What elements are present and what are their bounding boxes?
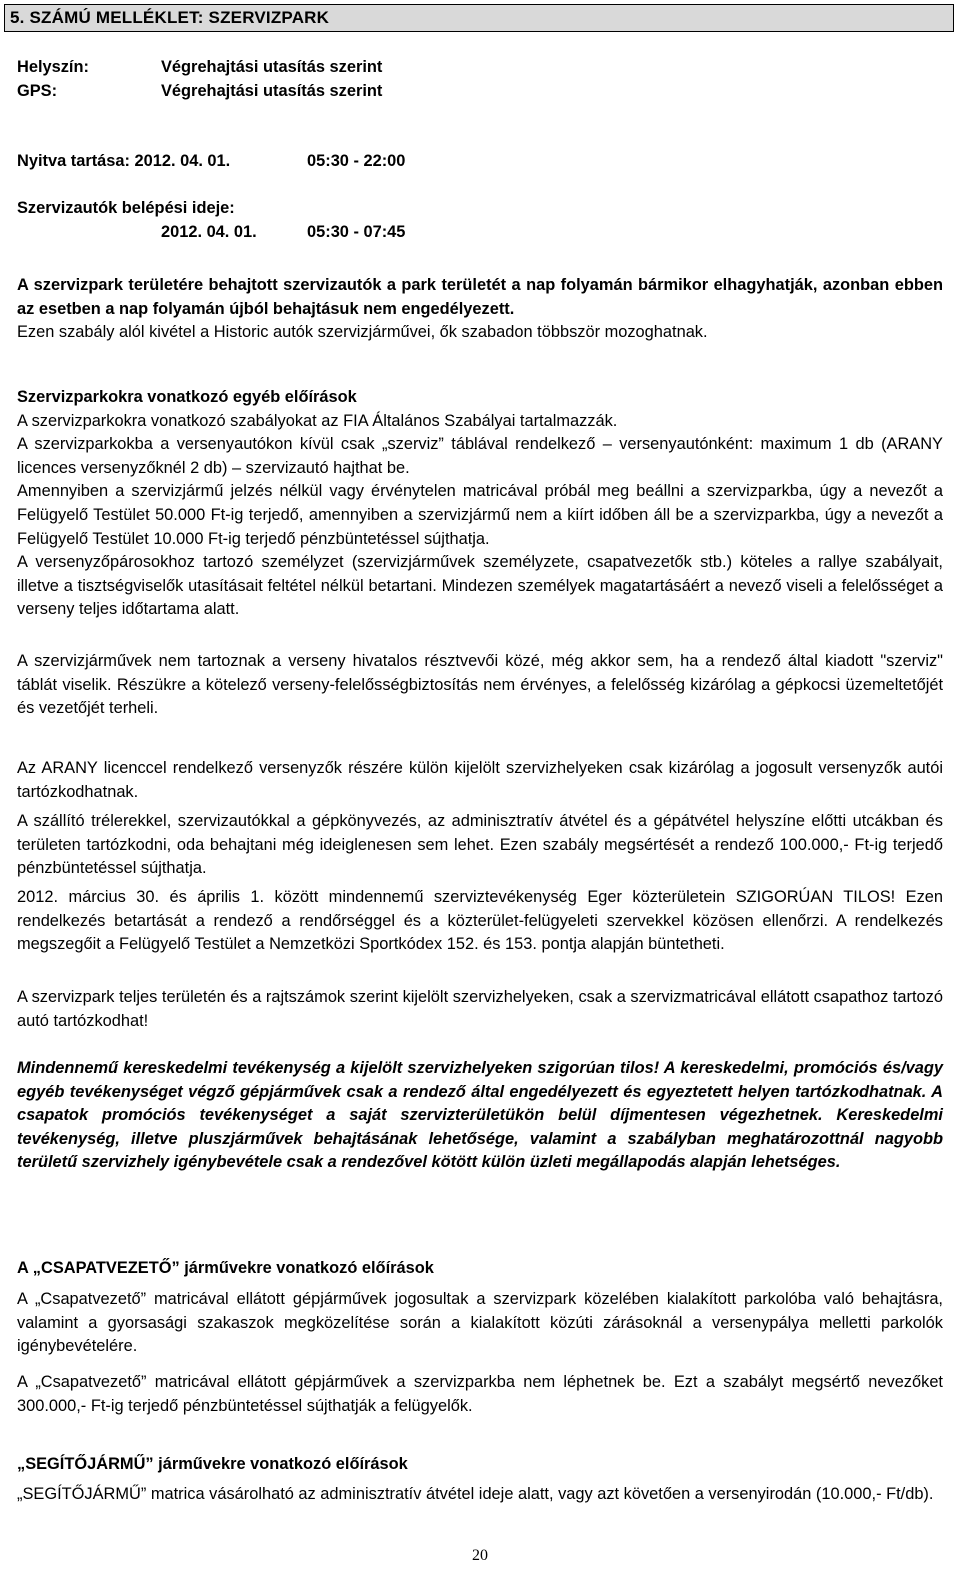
eger-block [17, 886, 943, 957]
open-time: 05:30 - 22:00 [307, 152, 406, 170]
open-label: Nyitva tartása: 2012. 04. 01. [17, 152, 231, 170]
entry-label: Szervizautók belépési ideje: [17, 199, 235, 217]
segitojarmu-p1: „SEGÍTŐJÁRMŰ” matrica vásárolható az adminisztratív átvétel ideje alatt, vagy azt követően a versenyirodán (10.000,- Ft/db). [17, 1485, 934, 1503]
helyszin-label: Helyszín: [17, 58, 89, 76]
commercial-block [17, 1057, 943, 1175]
section-title: 5. SZÁMÚ MELLÉKLET: SZERVIZPARK [10, 8, 330, 27]
other-p4: A versenyzőpárosokhoz tartozó személyzet (szervizjárművek személyzete, csapatvezetők stb.) köteles a rallye szabályait, illetve a tisztségviselők utasításait feltétel nélkül betartani. Mindezen személyek magatartásáért a nevező viseli a felelősséget a verseny teljes időtartama alatt. [17, 553, 943, 619]
other-rules-block [17, 386, 943, 622]
eger-p: 2012. március 30. és április 1. között mindennemű szerviztevékenység Eger közterületein SZIGORÚAN TILOS! Ezen rendelkezés betartását a rendező a rendőrséggel és a közterület-felügyeleti szervekkel közösen ellenőrzi. A rendelkezés megszegőit a Felügyelő Testület a Nemzetközi Sportkódex 152. és 153. pontja alapján büntetheti. [17, 888, 943, 954]
rules-block [17, 274, 943, 345]
gps-value: Végrehajtási utasítás szerint [161, 82, 383, 100]
bold-rule: A szervizpark területére behajtott szervizautók a park területét a nap folyamán bármikor elhagyhatják, azonban ebben az esetben a nap folyamán újból behajtásuk nem engedélyezett. [17, 276, 943, 318]
matrica-block [17, 986, 943, 1033]
csapatvezeto-p1-block [17, 1288, 943, 1359]
other-p5: A szervizjárművek nem tartoznak a verseny hivatalos résztvevői közé, még akkor sem, ha a rendező által kiadott "szerviz" táblát viselik. Részükre a kötelező verseny-felelősségbiztosítás nem érvényes, a felelősség kizárólag a gépkocsi üzemeltetőjét és vezetőjét terheli. [17, 652, 943, 718]
traler-p: A szállító trélerekkel, szervizautókkal a gépkönyvezés, az adminisztratív átvétel és a gépátvétel helyszíne előtti utcákban és területen tartózkodni, oda behajtani még ideiglenesen sem lehet. Ezen szabály megsértését a rendező 100.000,- Ft-ig terjedő pénzbüntetéssel sújthatja. [17, 812, 943, 878]
traler-block [17, 810, 943, 881]
entry-date: 2012. 04. 01. [161, 223, 257, 241]
page-number: 20 [472, 1547, 488, 1564]
other-p3: Amennyiben a szervizjármű jelzés nélkül vagy érvénytelen matricával próbál meg beállni a szervizparkba, úgy a nevezőt a Felügyelő Testület 50.000 Ft-ig terjedő, amennyiben a szervizjármű nem a kiírt időben áll be a szervizparkba, úgy a nevezőt a Felügyelő Testület 10.000 Ft-ig terjedő pénzbüntetéssel sújthatja. [17, 482, 943, 548]
csapatvezeto-p2-block [17, 1371, 943, 1418]
helyszin-value: Végrehajtási utasítás szerint [161, 58, 383, 76]
matrica-p: A szervizpark teljes területén és a rajtszámok szerint kijelölt szervizhelyeken, csak a szervizmatricával ellátott csapathoz tartozó autó tartózkodhat! [17, 988, 943, 1030]
other-p1: A szervizparkokra vonatkozó szabályokat az FIA Általános Szabályai tartalmazzák. [17, 411, 618, 430]
csapatvezeto-heading: A „CSAPATVEZETŐ” járművekre vonatkozó előírások [17, 1259, 434, 1277]
commercial-text: Mindennemű kereskedelmi tevékenység a kijelölt szervizhelyeken szigorúan tilos! A kereskedelmi, promóciós és/vagy egyéb tevékenységet végző gépjárművek csak a rendező által engedélyezett és egyeztetett helyen tartózkodhatnak. A csapatok promóciós tevékenységet a saját szervizterületükön belül díjmentesen végezhetnek. Kereskedelmi tevékenység, illetve pluszjárművek behajtásának lehetősége, valamint a szabályban meghatározottnál nagyobb területű szervizhely igénybevétele csak a rendezővel kötött külön üzleti megállapodás alapján lehetséges. [17, 1059, 943, 1172]
csapatvezeto-p2: A „Csapatvezető” matricával ellátott gépjárművek a szervizparkba nem léphetnek be. Ezt a szabályt megsértő nevezőket 300.000,- Ft-ig terjedő pénzbüntetéssel sújthatják a felügyelők. [17, 1373, 943, 1415]
segitojarmu-p1-block [17, 1483, 943, 1507]
csapatvezeto-block [17, 1257, 943, 1281]
arany-block [17, 757, 943, 804]
exception-text: Ezen szabály alól kivétel a Historic autók szervizjárművei, ők szabadon többször mozoghatnak. [17, 323, 708, 342]
csapatvezeto-p1: A „Csapatvezető” matricával ellátott gépjárművek jogosultak a szervizpark közelében kialakított parkolóba való behajtásra, valamint a gyorsasági szakaszok megközelítése során a kialakított közúti zárásoknál a versenypálya melletti parkolók igénybevételére. [17, 1290, 943, 1356]
entry-time: 05:30 - 07:45 [307, 223, 406, 241]
other-p2: A szervizparkokba a versenyautókon kívül csak „szerviz” táblával rendelkező – versenyautónként: maximum 1 db (ARANY licences versenyzőknél 2 db) – szervizautó hajthat be. [17, 435, 943, 477]
other-p5-block [17, 650, 943, 721]
gps-label: GPS: [17, 82, 58, 100]
section-header [4, 4, 954, 32]
arany-p: Az ARANY licenccel rendelkező versenyzők részére külön kijelölt szervizhelyeken csak kizárólag a jogosult versenyzők autói tartózkodhatnak. [17, 759, 943, 801]
segitojarmu-heading: „SEGÍTŐJÁRMŰ” járművekre vonatkozó előírások [17, 1455, 408, 1473]
other-rules-heading: Szervizparkokra vonatkozó egyéb előírások [17, 388, 357, 406]
segitojarmu-block [17, 1453, 943, 1477]
